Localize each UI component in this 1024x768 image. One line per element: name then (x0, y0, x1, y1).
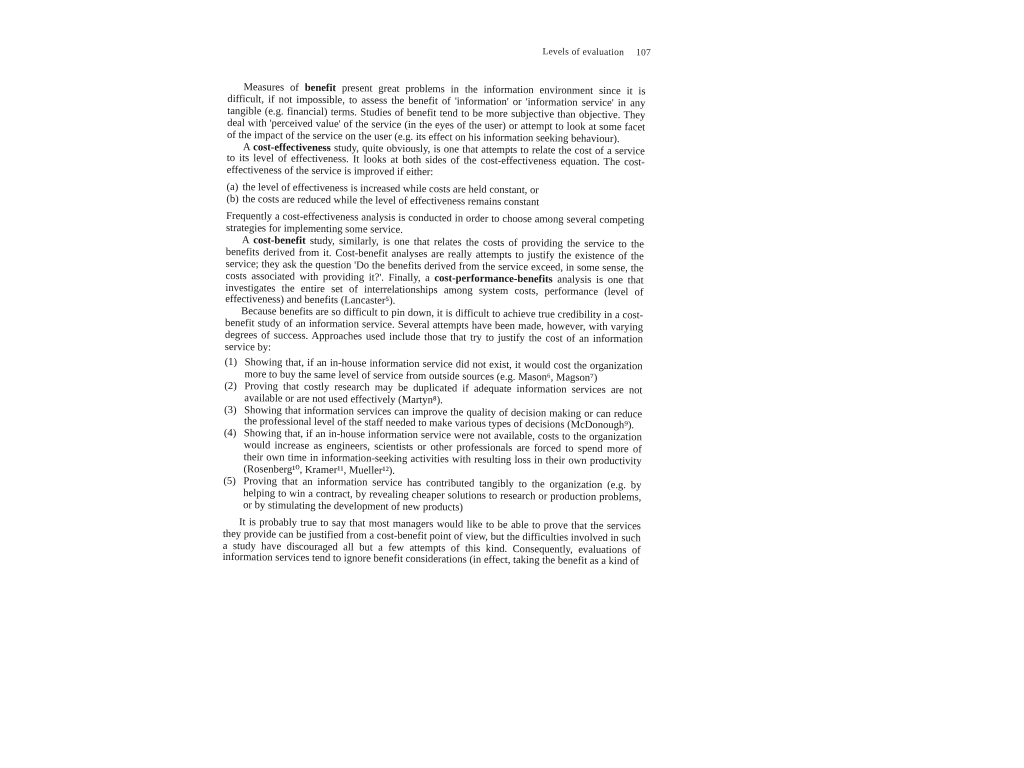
running-head (542, 47, 651, 60)
list-item-text: the costs are reduced while the level of effectiveness remains constant (242, 194, 540, 209)
list-marker: (b) (226, 194, 239, 206)
approaches-list (223, 357, 643, 516)
page-number: 107 (636, 48, 651, 59)
text-run: study, quite obviously, is one that attempts to relate the cost of a service to its level of effectiveness. It looks at both sides of the cost-effectiveness equation. The cost-effectiveness of the service is improved if either: (226, 142, 645, 179)
term-cost-performance-benefits: cost-performance-benefits (434, 272, 553, 286)
text-run: study, similarly, is one that relates the costs of providing the service to the benefits derived from it. Cost-benefit analyses are really attempts to justify the existence of the service; they ask the question 'Do the benefits derived from the service exceed, in some sense, the costs associated with providing it?'. Finally, a (225, 235, 644, 284)
list-item-text: Showing that, if an in-house information service were not available, costs to the organization would increase as engineers, scientists or other professionals are forced to spend more of their own time in information-seeking activities with resulting loss in their own productivity (Rosenberg¹⁰, Kramer¹¹, Mueller¹²). (243, 428, 642, 477)
list-marker: (5) (223, 475, 236, 488)
term-cost-benefit: cost-benefit (253, 235, 306, 247)
body-text (223, 82, 646, 569)
list-item-text: Showing that information services can improve the quality of decision making or can reduce the professional level of the staff needed to make various types of decisions (McDonough⁹). (243, 404, 643, 432)
list-marker: (4) (223, 428, 237, 440)
list-item-text: Proving that costly research may be duplicated if adequate information services are not available or are not used effectively (Martyn⁸). (244, 380, 643, 406)
list-marker: (2) (224, 380, 237, 392)
text-run: present great problems in the information environment since it is difficult, if not impossible, to assess the benefit of 'information' or 'information service' in any tangible (e.g. financial) terms. Studies of benefit tend to be more subjective than objective. They deal with 'perceived value' of the service (in the eyes of the user) or attempt to look at some facet of the impact of the service on the user (e.g. its effect on his information seeking behaviour). (226, 83, 646, 145)
paragraph-cost-benefit (225, 235, 644, 311)
book-page (220, 44, 653, 768)
paragraph-cost-effectiveness (227, 142, 645, 182)
paragraph-benefit (227, 82, 646, 146)
paragraph-competing-strategies: Frequently a cost-effectiveness analysis is conducted in order to choose among several competing strategies for implementing some service. (226, 211, 645, 236)
list-item (223, 428, 641, 480)
list-marker: (1) (224, 356, 238, 369)
paragraph-approaches-intro: Because benefits are so difficult to pin down, it is difficult to achieve true credibility in a cost-benefit study of an information service. Several attempts have been made, however, with varying degrees of success. Approaches used include those that try to justify the cost of an information service by: (224, 306, 644, 354)
term-benefit: benefit (304, 82, 337, 95)
text-run: analysis is one that investigates the entire set of interrelationships among system costs, performance (level of effectiveness) and benefits (Lancaster⁵). (225, 274, 644, 308)
text-run: Measures of (243, 82, 305, 94)
list-item-text: Proving that an information service has contributed tangibly to the organization (e.g. by helping to win a contract, by revealing cheaper solutions to research or production problems, or by stimulating the development of new products) (243, 476, 642, 514)
running-head-title: Levels of evaluation (542, 47, 625, 59)
list-marker: (a) (226, 182, 239, 194)
list-item-text: Showing that, if an in-house information service did not exist, it would cost the organization more to buy the same level of service from outside sources (e.g. Mason⁶, Magson⁷) (244, 357, 643, 384)
paragraph-conclusion: It is probably true to say that most managers would like to be able to prove that the services they provide can be justified from a cost-benefit point of view, but the difficulties involved in such a study have discouraged all but a few attempts of this kind. Consequently, evaluations of information services tend to ignore benefit considerations (in effect, taking the benefit as a kind of (222, 516, 642, 568)
list-item-text: the level of effectiveness is increased while costs are held constant, or (242, 182, 539, 197)
list-marker: (3) (224, 404, 237, 416)
alternatives-list (226, 182, 644, 210)
text-run: A (242, 141, 254, 153)
term-cost-effectiveness: cost-effectiveness (253, 141, 331, 154)
list-item (223, 476, 641, 516)
text-run: A (241, 235, 254, 247)
